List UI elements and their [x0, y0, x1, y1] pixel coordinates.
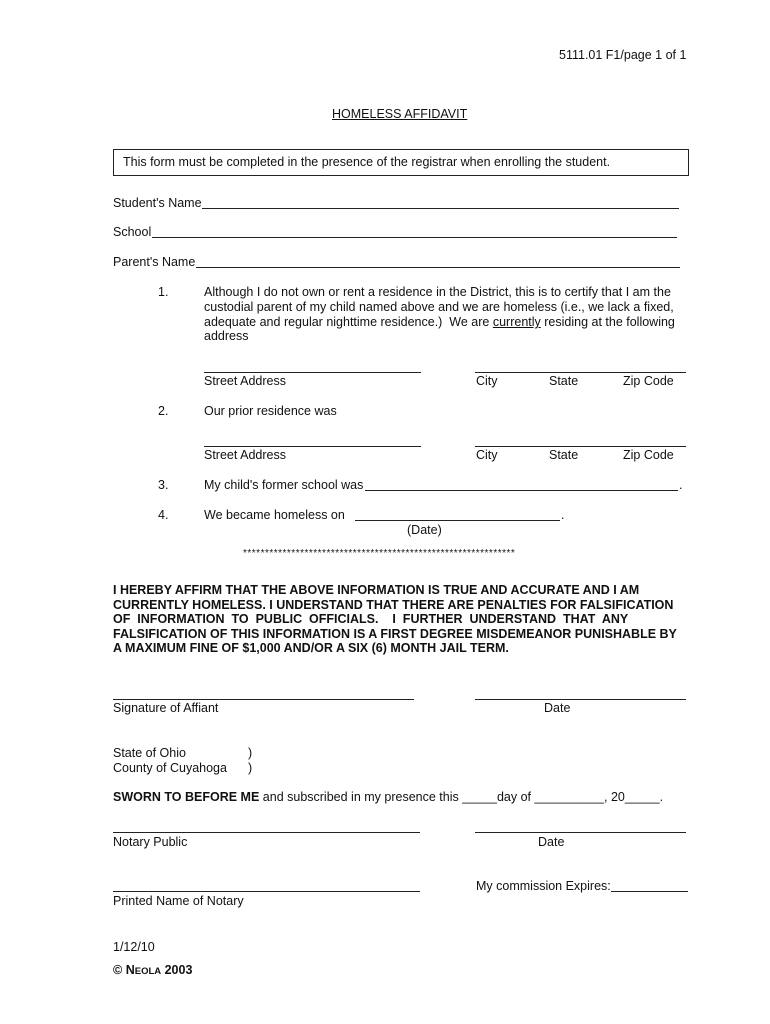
prior-state-label: State: [549, 448, 579, 462]
copyright-symbol: ©: [113, 963, 123, 977]
notary-public-label: Notary Public: [113, 835, 188, 849]
current-city-label: City: [476, 374, 498, 388]
venue-state: State of Ohio: [113, 746, 186, 760]
sworn-text: and subscribed in my presence this _____day of __________, 20_____.: [259, 790, 664, 804]
item-1-line-3-pre: adequate and regular nighttime residence.) We are: [204, 315, 493, 329]
notary-signature-field[interactable]: [113, 832, 420, 833]
affiant-signature-label: Signature of Affiant: [113, 701, 219, 715]
page-reference: 5111.01 F1/page 1 of 1: [559, 48, 687, 62]
item-1-currently: currently: [492, 315, 541, 329]
venue-county: County of Cuyahoga: [113, 761, 227, 775]
current-street-label: Street Address: [204, 374, 286, 388]
parent-name-label: Parent's Name: [113, 255, 196, 269]
affiant-signature-field[interactable]: [113, 699, 414, 700]
item-4-text: We became homeless on: [204, 508, 345, 522]
commission-expires-field[interactable]: [611, 891, 688, 892]
publisher-rest: EOLA: [134, 966, 162, 977]
item-3-number: 3.: [158, 478, 169, 492]
school-label: School: [113, 225, 152, 239]
notary-date-label: Date: [538, 835, 565, 849]
item-1-line-3-post: residing at the following: [540, 315, 675, 329]
sworn-bold: SWORN TO BEFORE ME: [113, 790, 260, 804]
notary-date-field[interactable]: [475, 832, 686, 833]
publisher-initial: N: [125, 963, 135, 977]
student-name-label: Student's Name: [113, 196, 202, 210]
printed-name-label: Printed Name of Notary: [113, 894, 244, 908]
item-3-text: My child's former school was: [204, 478, 364, 492]
prior-zip-label: Zip Code: [623, 448, 674, 462]
notice-box: [113, 149, 689, 176]
item-1-line-1: Although I do not own or rent a residence in the District, this is to certify that I am the: [204, 285, 671, 299]
sworn-statement: [113, 790, 663, 804]
prior-street-label: Street Address: [204, 448, 286, 462]
item-2-number: 2.: [158, 404, 169, 418]
current-city-state-zip-field[interactable]: [475, 372, 686, 373]
copyright-year: 2003: [164, 963, 193, 977]
commission-expires-label: My commission Expires:: [476, 879, 611, 893]
item-1-line-2: custodial parent of my child named above and we are homeless (i.e., we lack a fixed,: [204, 300, 674, 314]
notary-printed-name-field[interactable]: [113, 891, 420, 892]
current-state-label: State: [549, 374, 579, 388]
item-1-line-4: address: [204, 329, 249, 343]
prior-city-state-zip-field[interactable]: [475, 446, 686, 447]
notice-text: This form must be completed in the presence of the registrar when enrolling the student.: [123, 155, 611, 169]
former-school-field[interactable]: [365, 490, 678, 491]
affirmation-line-2: CURRENTLY HOMELESS. I UNDERSTAND THAT THERE ARE PENALTIES FOR FALSIFICATION: [113, 598, 674, 612]
current-zip-label: Zip Code: [623, 374, 674, 388]
copyright-notice: [113, 963, 192, 977]
revision-date: 1/12/10: [113, 940, 155, 954]
affirmation-line-1: I HEREBY AFFIRM THAT THE ABOVE INFORMATION IS TRUE AND ACCURATE AND I AM: [113, 583, 640, 597]
prior-city-label: City: [476, 448, 498, 462]
homeless-date-field[interactable]: [355, 520, 560, 521]
item-4-number: 4.: [158, 508, 169, 522]
form-title: HOMELESS AFFIDAVIT: [332, 107, 468, 121]
affirmation-line-4: FALSIFICATION OF THIS INFORMATION IS A FIRST DEGREE MISDEMEANOR PUNISHABLE BY: [113, 627, 677, 641]
item-4-period: .: [561, 508, 565, 522]
prior-street-field[interactable]: [204, 446, 421, 447]
item-1-line-3: [204, 315, 675, 329]
item-1-number: 1.: [158, 285, 169, 299]
affirmation-line-3: OF INFORMATION TO PUBLIC OFFICIALS. I FURTHER UNDERSTAND THAT ANY: [113, 612, 629, 626]
parent-name-field[interactable]: [196, 267, 680, 268]
item-2-text: Our prior residence was: [204, 404, 337, 418]
affiant-date-field[interactable]: [475, 699, 686, 700]
affirmation-line-5: A MAXIMUM FINE OF $1,000 AND/OR A SIX (6) MONTH JAIL TERM.: [113, 641, 509, 655]
venue-state-paren: ): [248, 746, 253, 760]
school-field[interactable]: [152, 237, 677, 238]
date-caption: (Date): [407, 523, 442, 537]
asterisk-separator: **************************************************************: [243, 548, 516, 559]
affiant-date-label: Date: [544, 701, 571, 715]
item-3-period: .: [679, 478, 683, 492]
venue-county-paren: ): [248, 761, 253, 775]
current-street-field[interactable]: [204, 372, 421, 373]
student-name-field[interactable]: [202, 208, 679, 209]
